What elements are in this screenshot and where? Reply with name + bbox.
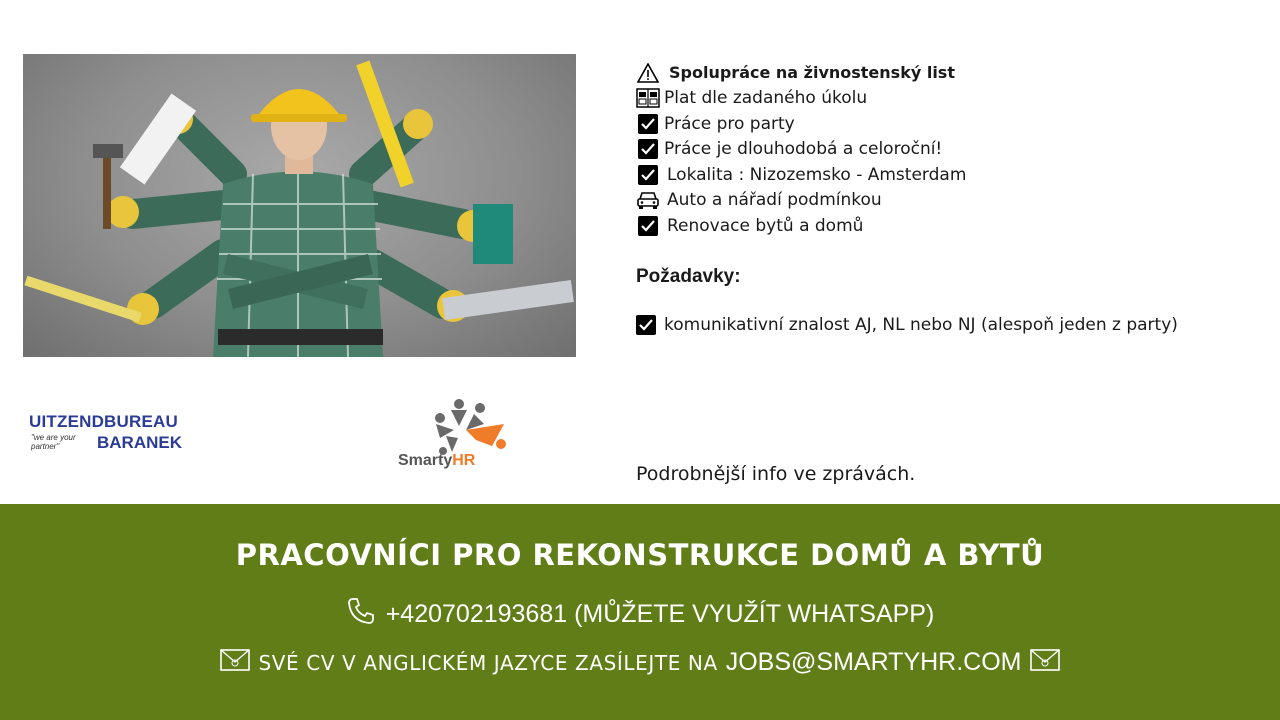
footer-banner xyxy=(0,504,1280,720)
list-item xyxy=(636,162,1256,188)
car-icon xyxy=(636,189,660,211)
requirement-item xyxy=(636,315,1178,335)
footer-mail-line xyxy=(0,648,1280,677)
envelope-icon xyxy=(220,649,250,676)
logo-text-line1: UITZENDBUREAU xyxy=(29,412,178,431)
worker-photo xyxy=(23,54,576,357)
list-item-text: Spolupráce na živnostenský list xyxy=(669,63,955,83)
checkbox-icon xyxy=(636,113,660,135)
phone-number[interactable]: +420702193681 (MŮŽETE VYUŽÍT WHATSAPP) xyxy=(385,600,935,628)
footer-title: PRACOVNÍCI PRO REKONSTRUKCE DOMŮ A BYTŮ xyxy=(235,538,1045,572)
list-item-text: Lokalita : Nizozemsko - Amsterdam xyxy=(667,164,967,185)
list-item xyxy=(636,60,1256,86)
list-item-text: Renovace bytů a domů xyxy=(667,215,864,236)
envelope-icon xyxy=(1030,649,1060,676)
list-item-text: Plat dle zadaného úkolu xyxy=(664,88,868,109)
email-address[interactable]: JOBS@SMARTYHR.COM xyxy=(725,648,1022,676)
uitzendbureau-baranek-logo xyxy=(29,412,199,456)
more-info-text: Podrobnější info ve zprávách. xyxy=(636,463,916,485)
requirement-text: komunikativní znalost AJ, NL nebo NJ (alespoň jeden z party) xyxy=(664,315,1178,335)
requirements-title: Požadavky: xyxy=(636,266,741,287)
smartyhr-wordmark xyxy=(398,452,475,470)
calculator-icon xyxy=(636,87,660,109)
phone-icon xyxy=(346,596,376,633)
list-item-text: Práce pro party xyxy=(664,113,795,134)
list-item xyxy=(636,137,1256,163)
warning-icon xyxy=(636,62,660,84)
wordmark-hr: HR xyxy=(452,452,476,469)
list-item-text: Práce je dlouhodobá a celoroční! xyxy=(664,139,943,160)
list-item xyxy=(636,86,1256,112)
wordmark-smarty: Smarty xyxy=(398,452,453,469)
logo-text-line2: BARANEK xyxy=(97,433,182,452)
list-item xyxy=(636,111,1256,137)
checkbox-icon xyxy=(636,215,660,237)
list-item xyxy=(636,188,1256,214)
worker-illustration xyxy=(23,54,576,357)
footer-phone-line xyxy=(0,596,1280,633)
logo-tagline: "we are your partner" xyxy=(31,433,76,451)
smartyhr-emblem-icon xyxy=(396,396,522,456)
smartyhr-logo xyxy=(396,396,522,476)
mail-instruction: SVÉ CV V ANGLICKÉM JAZYCE ZASÍLEJTE NA xyxy=(258,650,718,675)
list-item xyxy=(636,213,1256,239)
list-item-text: Auto a nářadí podmínkou xyxy=(667,190,882,211)
job-details-list xyxy=(636,60,1256,239)
checkbox-icon xyxy=(636,164,660,186)
checkbox-icon xyxy=(636,315,660,335)
checkbox-icon xyxy=(636,138,660,160)
